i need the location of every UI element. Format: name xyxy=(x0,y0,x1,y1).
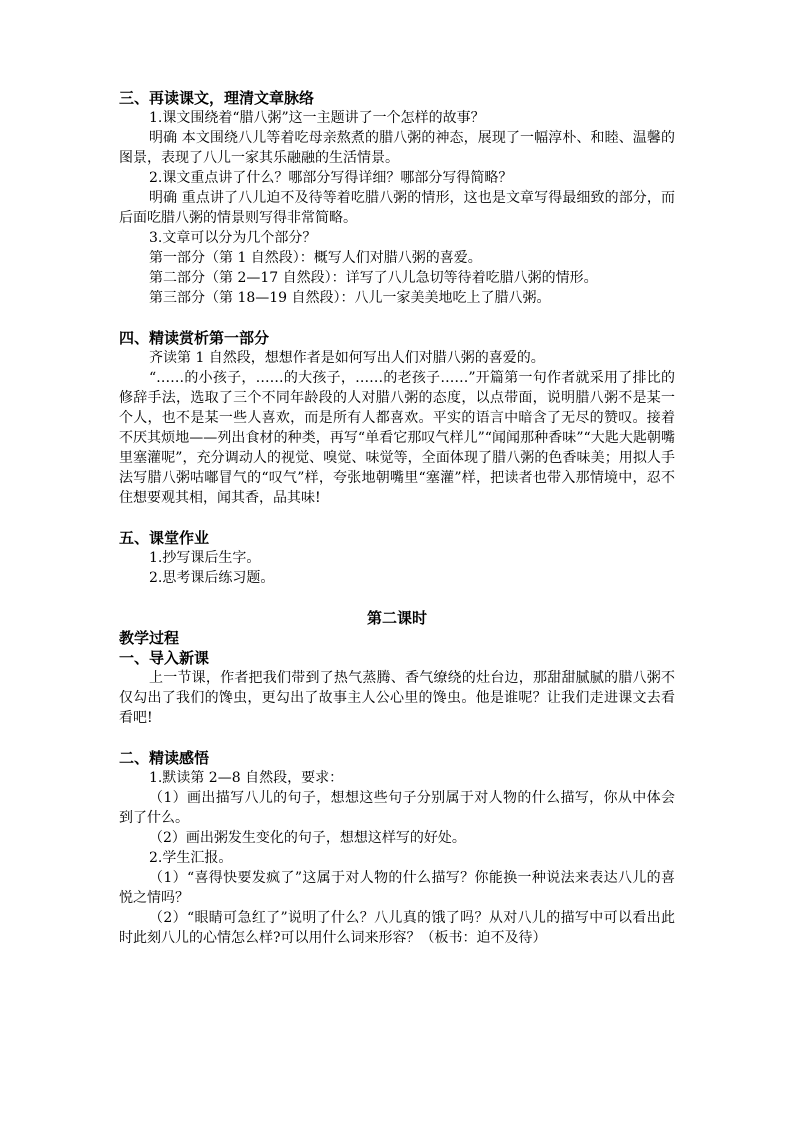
reading-task-1b: （2）画出粥发生变化的句子，想想这样写的好处。 xyxy=(149,830,466,846)
spacer xyxy=(119,588,675,608)
section5-item-2: 2.思考课后练习题。 xyxy=(149,570,275,586)
section3-question-1: 1.课文围绕着“腊八粥”这一主题讲了一个怎样的故事？ xyxy=(149,110,485,126)
section4-paragraph-1: 齐读第 1 自然段，想想作者是如何写出人们对腊八粥的喜爱的。 xyxy=(149,350,545,366)
reading-task-1: 1.默读第 2—8 自然段，要求： xyxy=(149,770,344,786)
intro-heading: 一、导入新课 xyxy=(119,649,210,667)
teaching-process-heading: 教学过程 xyxy=(119,629,180,647)
section3-answer-1: 明确 本文围绕八儿等着吃母亲熬煮的腊八粥的神态，展现了一幅淳朴、和睦、温馨的图景，表现了八儿一家其乐融融的生活情景。 xyxy=(119,130,675,166)
section3-question-3: 3.文章可以分为几个部分？ xyxy=(149,230,317,246)
section3-question-2: 2.课文重点讲了什么？哪部分写得详细？哪部分写得简略？ xyxy=(149,170,513,186)
section3-part-2: 第二部分（第 2—17 自然段）：详写了八儿急切等待着吃腊八粥的情形。 xyxy=(149,270,598,286)
reading-task-2: 2.学生汇报。 xyxy=(149,850,233,866)
section3-answer-2: 明确 重点讲了八儿迫不及待等着吃腊八粥的情形，这也是文章写得最细致的部分，而后面吃腊八粥的情景则写得非常简略。 xyxy=(119,190,675,226)
section5-item-1: 1.抄写课后生字。 xyxy=(149,550,261,566)
section3-part-3: 第三部分（第 18—19 自然段）：八儿一家美美地吃上了腊八粥。 xyxy=(149,290,551,306)
spacer xyxy=(119,508,675,528)
reading-task-2a: （1）“喜得快要发疯了”这属于对人物的什么描写？你能换一种说法来表达八儿的喜悦之情吗？ xyxy=(119,870,675,906)
section4-heading: 四、精读赏析第一部分 xyxy=(119,329,270,347)
spacer xyxy=(119,308,675,328)
spacer xyxy=(119,728,675,748)
section3-heading: 三、再读课文，理清文章脉络 xyxy=(119,89,315,107)
close-reading-heading: 二、精读感悟 xyxy=(119,749,210,767)
intro-paragraph: 上一节课，作者把我们带到了热气蒸腾、香气缭绕的灶台边，那甜甜腻腻的腊八粥不仅勾出了我们的馋虫，更勾出了故事主人公心里的馋虫。他是谁呢？让我们走进课文去看看吧! xyxy=(119,670,675,726)
document-page xyxy=(119,88,675,948)
lesson2-title: 第二课时 xyxy=(366,609,427,627)
section4-paragraph-2: “……的小孩子，……的大孩子，……的老孩子……”开篇第一句作者就采用了排比的修辞手法，选取了三个不同年龄段的人对腊八粥的态度，以点带面，说明腊八粥不是某一个人，也不是某一些人喜欢，而是所有人都喜欢。平实的语言中暗含了无尽的赞叹。接着不厌其烦地——列出食材的种类，再写“单看它那叹气样儿”“闻闻那种香味”“大匙大匙朝嘴里塞灌呢”，充分调动人的视觉、嗅觉、味觉等，全面体现了腊八粥的色香味美；用拟人手法写腊八粥咕嘟冒气的“叹气”样，夸张地朝嘴里“塞灌”样，把读者也带入那情境中，忍不住想要观其相，闻其香，品其味! xyxy=(119,370,675,506)
section3-part-1: 第一部分（第 1 自然段）：概写人们对腊八粥的喜爱。 xyxy=(149,250,482,266)
section5-heading: 五、课堂作业 xyxy=(119,529,210,547)
reading-task-2b: （2）“眼睛可急红了”说明了什么？八儿真的饿了吗？从对八儿的描写中可以看出此时此刻八儿的心情怎么样?可以用什么词来形容？（板书：迫不及待） xyxy=(119,910,675,946)
reading-task-1a: （1）画出描写八儿的句子，想想这些句子分别属于对人物的什么描写，你从中体会到了什么。 xyxy=(119,790,675,826)
